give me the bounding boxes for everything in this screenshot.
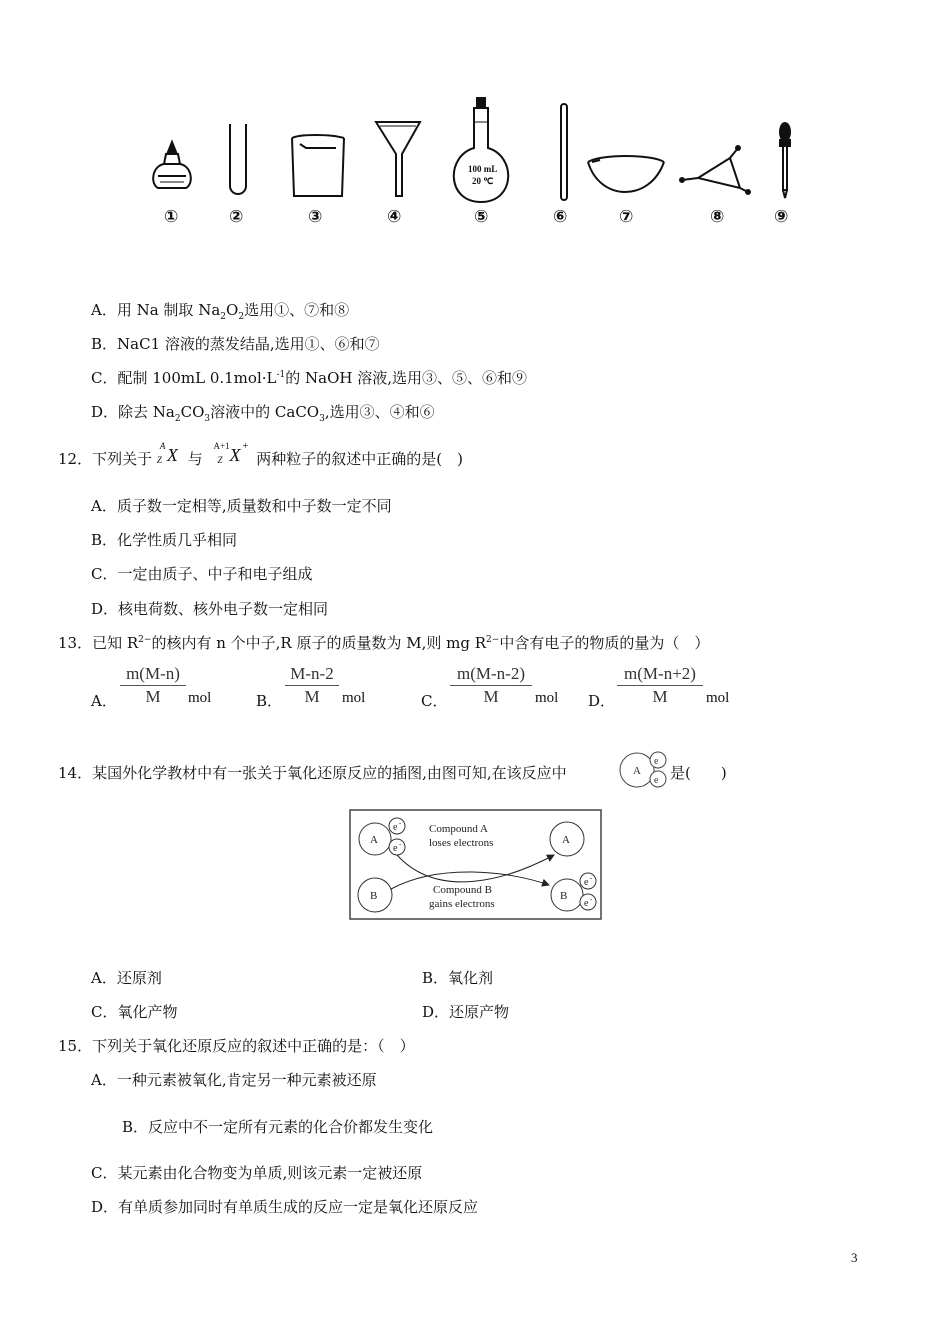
apparatus-label-6: ⑥ [553, 207, 568, 227]
volumetric-flask-icon [454, 98, 508, 202]
q13-option-d-unit: mol [706, 690, 730, 706]
q13-option-b-fraction: M-n-2 M [285, 664, 339, 707]
q12-option-b: B．化学性质几乎相同 [91, 531, 238, 549]
svg-text:A: A [370, 834, 378, 846]
q13-option-b-unit: mol [342, 690, 366, 706]
q14-stem-post: 是( ) [670, 764, 727, 782]
q15-stem: 15．下列关于氧化还原反应的叙述中正确的是：（ ） [58, 1037, 415, 1055]
svg-text:e: e [393, 822, 398, 833]
svg-text:-: - [399, 819, 402, 827]
iso1-symbol: X [166, 445, 178, 465]
iso2-z: Z [217, 455, 223, 465]
q13-option-d-label: D． [588, 692, 616, 710]
q13-option-a-label: A． [91, 692, 117, 710]
q13-option-a-fraction: m(M-n) M [120, 664, 186, 707]
q13-option-c-fraction: m(M-n-2) M [450, 664, 532, 707]
svg-text:-: - [590, 874, 593, 882]
iso1-mass: A [159, 441, 166, 451]
svg-text:A: A [562, 834, 570, 846]
q14-stem-pre: 14．某国外化学教材中有一张关于氧化还原反应的插图,由图可知,在该反应中 [58, 764, 567, 782]
clay-triangle-icon [680, 146, 750, 194]
svg-text:e: e [393, 843, 398, 854]
apparatus-label-5: ⑤ [474, 207, 489, 227]
apparatus-label-3: ③ [308, 207, 323, 227]
iso1-z: Z [156, 455, 162, 465]
flask-text-1: 100 mL [468, 164, 498, 174]
q14-option-a: A．还原剂 [91, 969, 162, 987]
q13-option-c-label: C． [421, 692, 448, 710]
q12-option-a: A．质子数一定相等,质量数和中子数一定不同 [91, 497, 392, 515]
q12-option-c: C．一定由质子、中子和电子组成 [91, 565, 313, 583]
svg-text:-: - [590, 895, 593, 903]
evaporating-dish-icon [588, 156, 664, 192]
q15-option-a: A．一种元素被氧化,肯定另一种元素被还原 [91, 1071, 377, 1089]
dropper-icon [780, 123, 790, 198]
svg-text:e: e [584, 877, 589, 888]
q14-option-b: B．氧化剂 [422, 969, 494, 987]
q13-option-c-unit: mol [535, 690, 559, 706]
q15-option-b: B．反应中不一定所有元素的化合价都发生变化 [122, 1118, 434, 1136]
q11-option-a: A．用 Na 制取 $Na_2O_2$选用①、⑦和⑧ [91, 301, 350, 322]
svg-text:-: - [399, 840, 402, 848]
q15-option-d: D．有单质参加同时有单质生成的反应一定是氧化还原反应 [91, 1198, 479, 1216]
q14-option-d: D．还原产物 [422, 1003, 510, 1021]
svg-text:gains electrons: gains electrons [429, 898, 495, 910]
svg-text:Compound B: Compound B [433, 884, 492, 896]
flask-text-2: 20 ℃ [472, 176, 494, 186]
iso2-symbol: X [229, 445, 241, 465]
test-tube-icon [230, 124, 246, 194]
q14-option-c: C．氧化产物 [91, 1003, 178, 1021]
svg-text:e: e [654, 775, 659, 786]
svg-text:e: e [584, 898, 589, 909]
svg-text:B: B [560, 890, 568, 902]
svg-text:e: e [654, 756, 659, 767]
atom-with-electrons-icon [616, 750, 672, 792]
q12-stem: 12．下列关于 A Z X 与 A+1 Z X + 两种粒子的叙述中正确的是( ) [58, 441, 463, 468]
apparatus-label-8: ⑧ [710, 207, 725, 227]
q13-option-b-label: B． [256, 692, 283, 710]
q13-option-a-unit: mol [188, 690, 212, 706]
iso2-mass: A+1 [213, 441, 230, 451]
page-number: 3 [851, 1250, 858, 1265]
apparatus-label-9: ⑨ [774, 207, 789, 227]
funnel-icon [376, 122, 420, 196]
q11-option-c: C．配制 100mL $0.1mol\cdot L^{-1}$的 NaOH 溶液,选用③、⑤、⑥和⑨ [91, 369, 528, 387]
apparatus-label-7: ⑦ [619, 207, 634, 227]
beaker-icon [292, 135, 344, 196]
q13-option-d-fraction: m(M-n+2) M [617, 664, 703, 707]
q11-option-b: B．NaC1 溶液的蒸发结晶,选用①、⑥和⑦ [91, 335, 380, 353]
glass-rod-icon [561, 104, 567, 200]
alcohol-lamp-icon [153, 142, 191, 188]
q11-option-d: D．除去 $Na_2CO_3$溶液中的 CaCO$_3$,选用③、④和⑥ [91, 403, 435, 424]
apparatus-label-2: ② [229, 207, 244, 227]
redox-diagram [349, 809, 603, 921]
svg-text:A: A [633, 765, 641, 777]
q12-option-d: D．核电荷数、核外电子数一定相同 [91, 600, 329, 618]
q13-stem: 13．已知 $R^{2-}$的核内有 n 个中子,R 原子的质量数为 M,则 mg $R^{2-}$中含有电子的物质的量为（ ） [58, 634, 710, 652]
q15-option-c: C．某元素由化合物变为单质,则该元素一定被还原 [91, 1164, 423, 1182]
iso2-charge: + [242, 441, 249, 452]
svg-text:Compound A: Compound A [429, 823, 488, 835]
apparatus-label-4: ④ [387, 207, 402, 227]
svg-text:B: B [370, 890, 378, 902]
apparatus-label-1: ① [164, 207, 179, 227]
svg-text:loses electrons: loses electrons [429, 837, 494, 849]
